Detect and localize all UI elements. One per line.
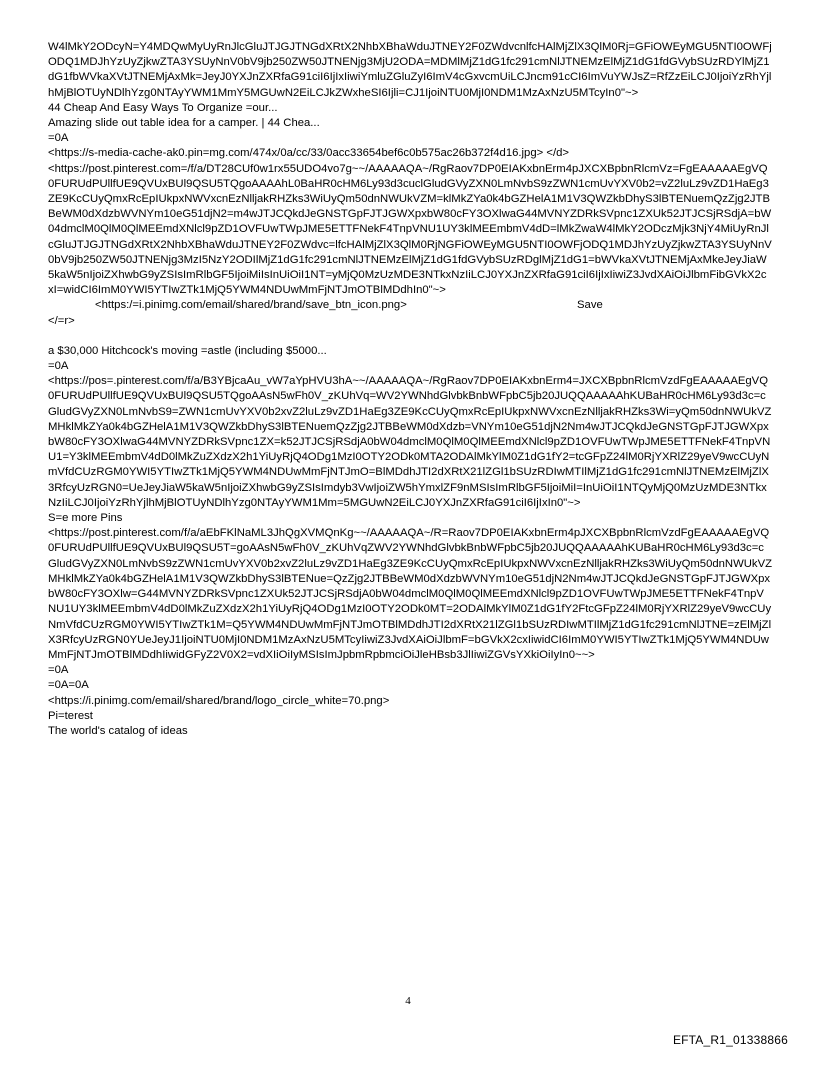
save-row <box>48 298 772 313</box>
image-url-text: <https://s-media-cache-ak0.pin=mg.com/474x/0a/cc/33/0acc33654bef6c0b575ac26b372f4d16.jpg> </d> <box>48 147 569 160</box>
logo-url-text: <https://i.pinimg.com/email/shared/brand/logo_circle_white=70.png> <box>48 694 390 707</box>
pin-title: 44 Cheap And Easy Ways To Organize =our... <box>48 101 278 114</box>
bates-number: EFTA_R1_01338866 <box>672 1033 788 1047</box>
page-number: 4 <box>405 995 411 1007</box>
save-icon-url-text: <https:/=i.pinimg.com/email/shared/brand/save_btn_icon.png> <box>95 299 407 312</box>
closing-tag-text: </=r> <box>48 314 75 327</box>
pin-description: Amazing slide out table idea for a camper. | 44 Chea... <box>48 117 320 130</box>
encoded-url-text: <https://pos=.pinterest.com/f/a/B3YBjcaAu_vW7aYpHVU3hA~~/AAAAAQA~/RgRaov7DP0EIAKxbnErm4=JXCXBpbnRlcmVzdFgEAAAAAEgVQ0FURUdPUllfUE9QVUxBUl9QSU5TQgoAAsN5wFh0V_zKUhVq=WV2YWNhdGlvbkBnbWFpbC5jb20JUQQAAAAAhKUBaHR0cHM6Ly93d3c=cGludGVyZXN0LmNvbS9=ZWN1cmUvYXV0b2xvZ2luLz9vZD1HaEg3ZE9KcCUyQmxRcEpIUkpxNWVxcnEzNlljakRHZks3Wi=yQm50dnNWUkVZMHklMkZYa0k4bGZHelA1M1V3QWZkbDhyS3lBTENuemQzZjg2JTBBeWM0dXdzb=VNYm10eG51djN2Nm4wJTJCQkdJeGNSTGpFJTJGWXpxbW80cFY3OXlwaG44MVNYZDRkSVpnc1ZX=k52JTJCSjRSdjA0bW04dmclM0QlM0QlMEEmdXNlcl9pZD1OVFUwTWpJME5ETTFNekF4TnpVNU1=Y3klMEEmbmV4dD0lMkZuZXdzX2h1YiUyRjQ4ODg1MzI0OTY2ODk0MTA2ODAlMkYlM0Z1dG1fY2=tcGFpZ24lM0RjYXRlZ29yeV9wcCUyNmVfdCUzRGM0YWI5YTIwZTk1MjQ5YWM4NDUwMmFjNTJmO=BlMDdhJTI2dXRtX21lZGl1bSUzRDIwMTIlMjZ1dG1fc291cmNlJTNEMzElMjZlX3RfcyUzRGN0=UeJeyJiaW5kaW5nIjoiZXhwbG9yZSIsImdyb3VwIjoiZW5hYmxlZF9nMSIsImRlbGF5IjoiMiI=InUiOiI1NTQyMjQ0MzUzMDE3NTkxNzIiLCJ0IjoiYzRhYjlhMjBlOTUyNDlhYzg0NTAyYWM1Mm=5MGUwN2EiLCJ0YXJnZXRfaG91ciI6IjIxIn0"~> <box>48 375 772 509</box>
email-body <box>48 40 772 739</box>
encoded-url-text: <https://post.pinterest.com=/f/a/DT28CUf0w1rx55UDO4vo7g~~/AAAAAQA~/RgRaov7DP0EIAKxbnErm4pJXCXBpbnRlcmVz=FgEAAAAAEgVQ0FURUdPUllfUE9QVUxBUl9QSU5TQgoAAAAhL0BaHR0cHM6Ly93d3cuclGludGVyZXN0LmNvbS9zZWN1cmUvYXV0b2=vZ2luLz9vZD1HaEg3ZE9KcCUyQmxRcEpIUkpxNWVxcnEzNlljakRHZks3WiUyQm50dnNWUkVZM=klMkZYa0k4bGZHelA1M1V3QWZkbDhyS3lBTENuemQzZjg2JTBBeWM0dXdzbWVNYm10eG51djN2=m4wJTJCQkdJeGNSTGpFJTJGWXpxbW80cFY3OXlwaG44MVNYZDRkSVpnc1ZXUk52JTJCSjRSdjA=bW04dmclM0QlM0QlMEEmdXNlcl9pZD1OVFUwTWpJME5ETTFNekF4TnpVNU1UY3klMEEmbmV4dD=lMkZwaW4lMkY2ODczMjk3NjY4MiUyRnJlcGluJTJGJTNGdXRtX2NhbXBhaWduJTNEY2F0ZWdvc=lfcHAlMjZlX3QlM0RjNGFiOWEyMGU5NTI0OWFjODQ1MDJhYzUyZjkwZTA3YSUyNnV0bV9jb250ZW50JTNENjg3MzI5NzY2ODIlMjZ1dG1fc291cmNlJTNEMzElMjZ1dG1fdGVybSUzRDglMjZ1dG1=bWVkaXVtJTNEMjAxMkeJeyJiaW5kaW5nIjoiZXhwbG9yZSIsImRlbGF5IjoiMiIsInUiOiI1NT=yMjQ0MzUzMDE3NTkxNzIiLCJ0YXJnZXRfaG91ciI6IjIxIiwiZ3JvdXAiOiJlbmFibGVkX2cxI=widCI6ImM0YWI5YTIwZTk1MjQ5YWM4NDUwMmFjNTJmOTBlMDdhIn0"~> <box>48 162 772 297</box>
brand-name: Pi=terest <box>48 709 93 722</box>
line-break-marker: =0A <box>48 132 69 145</box>
line-break-marker: =0A <box>48 664 69 677</box>
save-label: Save <box>577 299 603 312</box>
blank-line <box>48 329 772 344</box>
encoded-url-text: W4lMkY2ODcyN=Y4MDQwMyUyRnJlcGluJTJGJTNGdXRtX2NhbXBhaWduJTNEY2F0ZWdvcnlfcHAlMjZlX3QlM0Rj=GFiOWEyMGU5NTI0OWFjODQ1MDJhYzUyZjkwZTA3YSUyNnV0bV9jb250ZW50JTNENjg3MjU2ODA=MDMlMjZ1dG1fc291cmNlJTNEMzElMjZ1dG1fdGVybSUzRDYlMjZ1dG1fbWVkaXVtJTNEMjAxMk=JeyJ0YXJnZXRfaG91ciI6IjIxIiwiYmluZGluZyI6ImV4cGxvcmUiLCJncm91cCI6ImVuYWJsZ=RfZzEiLCJ0IjoiYzRhYjlhMjBlOTUyNDlhYzg0NTAyYWM1MmY5MGUwN2EiLCJkZWxheSI6Ijli=CJ1IjoiNTU0MjI0NDM1MzAxNzU5MTcyIn0"~> <box>48 41 772 99</box>
brand-tagline: The world's catalog of ideas <box>48 724 188 737</box>
line-break-marker: =0A <box>48 360 69 373</box>
encoded-url-text: <https://post.pinterest.com/f/a/aEbFKlNaML3JhQgXVMQnKg~~/AAAAAQA~/R=Raov7DP0EIAKxbnErm4pJXCXBpbnRlcmVzdFgEAAAAAEgVQ0FURUdPUllfUE9QVUxBUl9QSU5T=goAAsN5wFh0V_zKUhVqZWV2YWNhdGlvbkBnbWFpbC5jb20JUQQAAAAAhKUBaHR0cHM6Ly93d3c=cGludGVyZXN0LmNvbS9zZWN1cmUvYXV0b2xvZ2luLz9vZD1HaEg3ZE9KcCUyQmxRcEpIUkpxNWVxcnEzNlljakRHZks3WiUyQm50dnNWUkVZMHklMkZYa0k4bGZHelA1M1V3QWZkbDhyS3lBTENue=QzZjg2JTBBeWM0dXdzbWVNYm10eG51djN2Nm4wJTJCQkdJeGNSTGpFJTJGWXpxbW80cFY3OXlw=G44MVNYZDRkSVpnc1ZXUk52JTJCSjRSdjA0bW04dmclM0QlM0QlMEEmdXNlcl9pZD1OVFUwTWpJME5ETTFNekF4TnpVNU1UY3klMEEmbmV4dD0lMkZuZXdzX2h1YiUyRjQ4ODg1MzI0OTY2ODk0MT=2ODAlMkYlM0Z1dG1fY2FtcGFpZ24lM0RjYXRlZ29yeV9wcCUyNmVfdCUzRGM0YWI5YTIwZTk1M=Q5YWM4NDUwMmFjNTJmOTBlMDdhJTI2dXRtX21lZGl1bSUzRDIwMTIlMjZ1dG1fc291cmNlJTNE=zElMjZlX3RfcyUzRGN0YUeJeyJ1IjoiNTU0MjI0NDM1MzAxNzU5MTcyIiwiZ3JvdXAiOiJlbmF=bGVkX2cxIiwidCI6ImM0YWI5YTIwZTk1MjQ5YWM4NDUwMmFjNTJmOTBlMDdhIiwidGFyZ2V0X2=vdXIiOiIyMSIsImJpbmRpbmciOiJleHBsb3JlIiwiZGVsYXkiOiIyIn0~~> <box>48 527 772 661</box>
pin-title: a $30,000 Hitchcock's moving =astle (including $5000... <box>48 344 327 357</box>
line-break-marker: =0A=0A <box>48 679 89 692</box>
see-more-pins-text: S=e more Pins <box>48 512 123 525</box>
